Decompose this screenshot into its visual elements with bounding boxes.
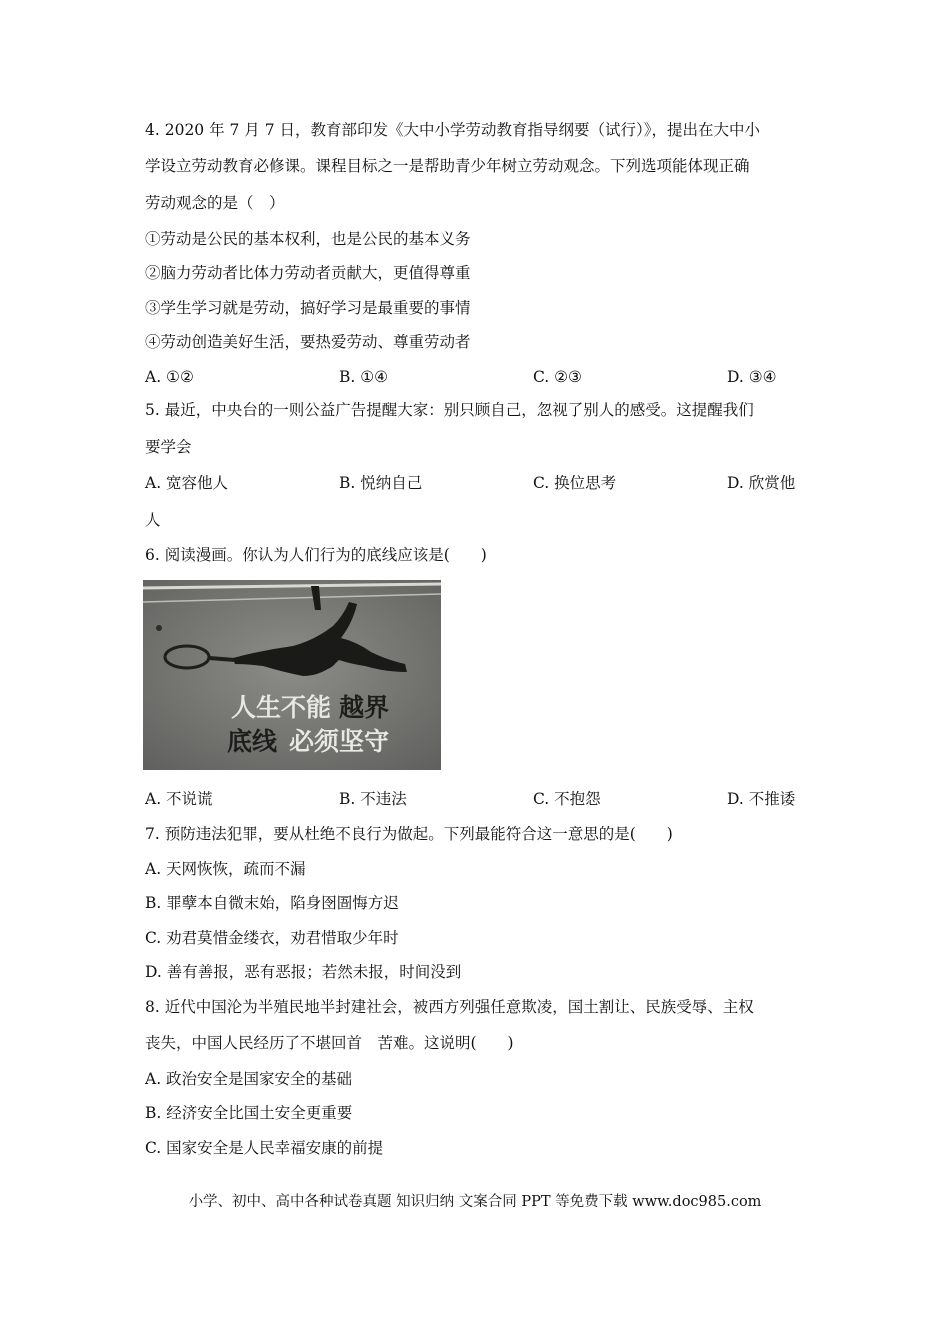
q7-option-c[interactable]: C. 劝君莫惜金缕衣，劝君惜取少年时 [145,929,399,947]
q8-option-a[interactable]: A. 政治安全是国家安全的基础 [145,1070,353,1088]
q7-option-d[interactable]: D. 善有善报，恶有恶报；若然未报，时间没到 [145,963,462,981]
q5-option-d-wrap: 人 [145,511,161,529]
q6-option-c[interactable]: C. 不抱怨 [533,790,601,808]
q5-stem-line-2: 要学会 [145,438,192,456]
q5-option-b[interactable]: B. 悦纳自己 [339,474,423,492]
q6-option-d[interactable]: D. 不推诿 [727,790,796,808]
q4-statement-4: ④劳动创造美好生活，要热爱劳动、尊重劳动者 [145,333,471,351]
q8-option-b[interactable]: B. 经济安全比国土安全更重要 [145,1104,353,1122]
q4-statement-3: ③学生学习就是劳动，搞好学习是最重要的事情 [145,299,471,317]
q4-option-d[interactable]: D. ③④ [727,368,777,386]
slogan-part-4: 必须坚守 [289,727,390,756]
q4-stem-line-1: 4. 2020 年 7 月 7 日，教育部印发《大中小学劳动教育指导纲要（试行）》，提出在大中小 [145,121,761,139]
cartoon-image [143,580,441,770]
q6-options [145,789,825,811]
q4-option-c[interactable]: C. ②③ [533,368,582,386]
q4-options [145,367,825,389]
q4-statement-2: ②脑力劳动者比体力劳动者贡献大，更值得尊重 [145,264,471,282]
q5-option-c[interactable]: C. 换位思考 [533,474,617,492]
q5-option-d[interactable]: D. 欣赏他 [727,474,796,492]
cartoon-artwork [143,580,441,770]
q6-option-a[interactable]: A. 不说谎 [145,790,213,808]
q8-option-c[interactable]: C. 国家安全是人民幸福安康的前提 [145,1139,384,1157]
q4-stem-line-2: 学设立劳动教育必修课。课程目标之一是帮助青少年树立劳动观念。下列选项能体现正确 [145,157,750,175]
page-footer: 小学、初中、高中各种试卷真题 知识归纳 文案合同 PPT 等免费下载 www.doc985.com [188,1194,762,1210]
q5-stem-line-1: 5. 最近，中央台的一则公益广告提醒大家：别只顾自己，忽视了别人的感受。这提醒我们 [145,401,754,419]
slogan-part-1: 人生不能 [231,693,332,722]
q7-stem: 7. 预防违法犯罪，要从杜绝不良行为做起。下列最能符合这一意思的是( ) [145,825,673,843]
q7-option-a[interactable]: A. 天网恢恢，疏而不漏 [145,860,306,878]
slogan-part-2: 越界 [339,693,390,722]
q7-option-b[interactable]: B. 罪孽本自微末始，陷身囹圄悔方迟 [145,894,399,912]
q5-option-a[interactable]: A. 宽容他人 [145,474,229,492]
q6-option-b[interactable]: B. 不违法 [339,790,407,808]
q8-stem-line-1: 8. 近代中国沦为半殖民地半封建社会，被西方列强任意欺凌，国土割让、民族受辱、主权 [145,998,754,1016]
q8-stem-line-2: 丧失，中国人民经历了不堪回首 苦难。这说明( ) [145,1034,514,1052]
q5-options [145,473,825,495]
slogan-part-3: 底线 [227,727,278,756]
q4-statement-1: ①劳动是公民的基本权利，也是公民的基本义务 [145,230,471,248]
ball-icon [156,625,162,631]
q4-option-b[interactable]: B. ①④ [339,368,389,386]
q4-stem-line-3: 劳动观念的是（ ） [145,194,285,212]
q6-stem: 6. 阅读漫画。你认为人们行为的底线应该是( ) [145,546,487,564]
q4-option-a[interactable]: A. ①② [145,368,194,386]
